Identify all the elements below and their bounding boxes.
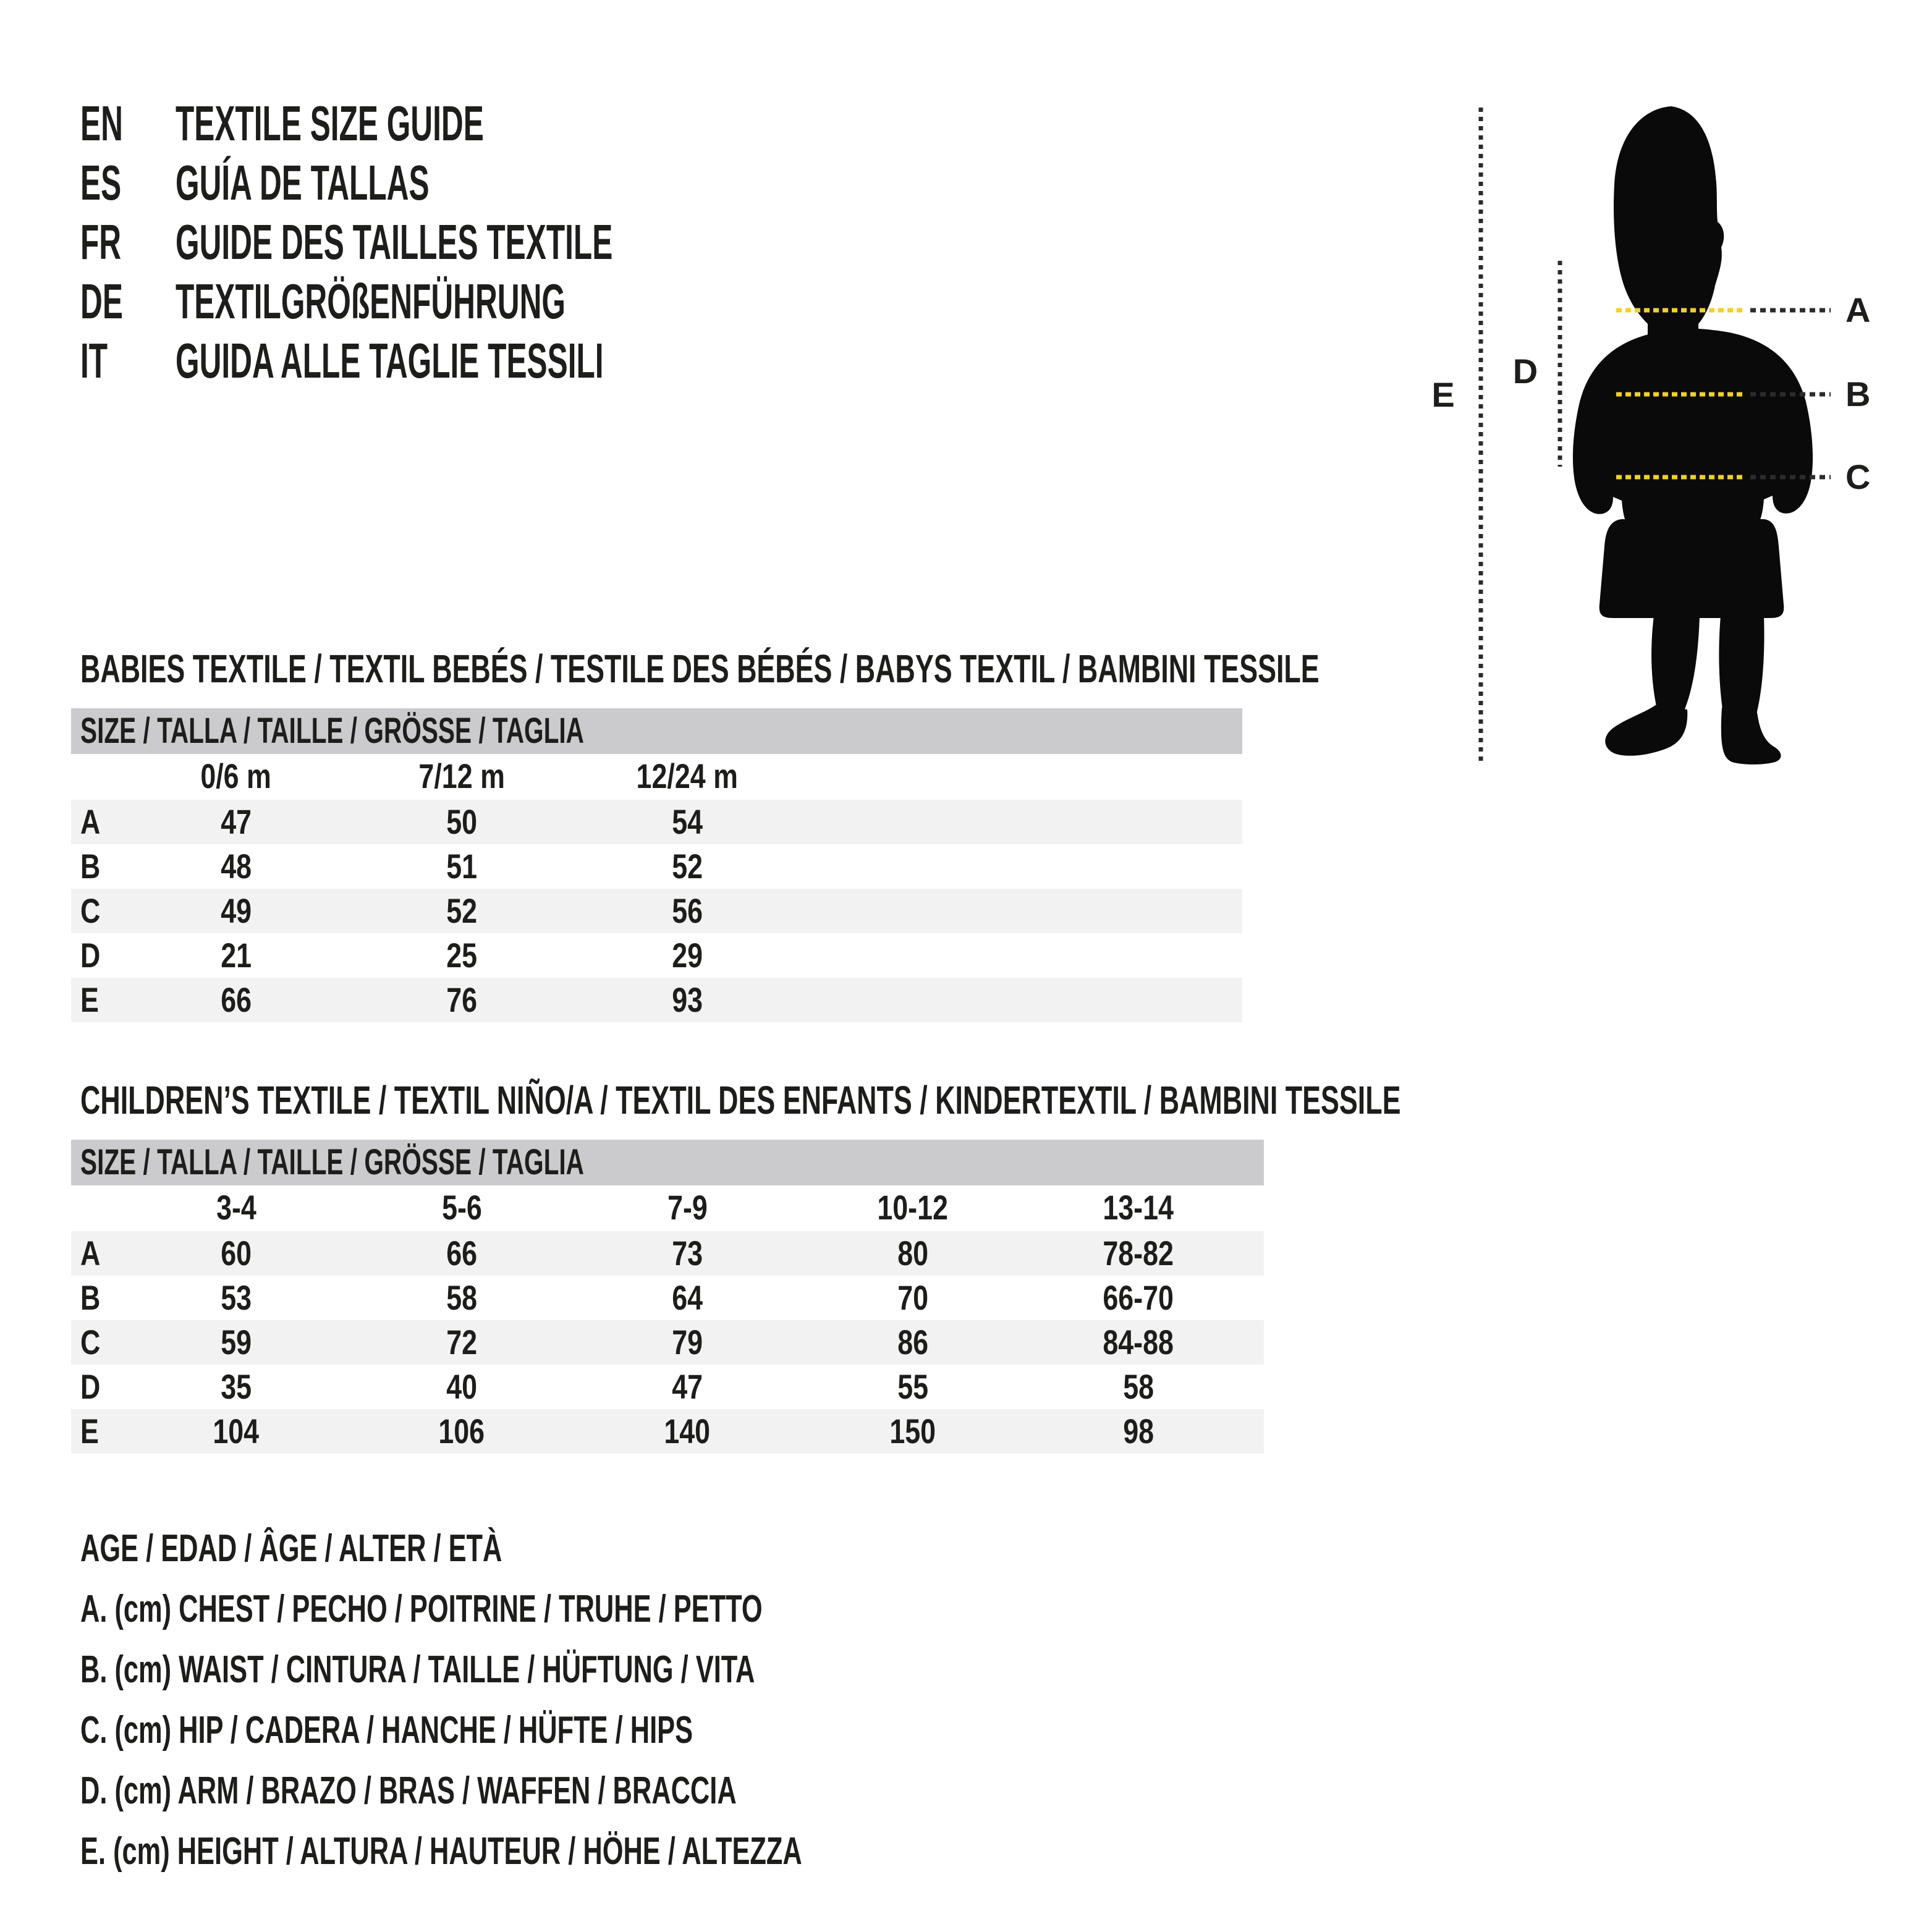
- table-row-c: [71, 889, 1242, 933]
- table-row-d: [71, 933, 1242, 978]
- legend-line-arm: D. (cm) ARM / BRAZO / BRAS / WAFFEN / BRACCIA: [80, 1769, 737, 1812]
- table-row-a: [71, 800, 1242, 844]
- language-code: FR: [80, 214, 122, 269]
- column-header: 7-9: [667, 1188, 708, 1227]
- table-row-d: [71, 1365, 1264, 1409]
- guide-title-fr: GUIDE DES TAILLES TEXTILE: [176, 214, 613, 269]
- cell-value: 29: [672, 936, 703, 975]
- row-label: B: [80, 1278, 101, 1317]
- table-row-b: [71, 844, 1242, 889]
- cell-value: 51: [446, 847, 477, 886]
- cell-value: 21: [221, 936, 252, 975]
- cell-value: 140: [664, 1412, 711, 1451]
- cell-value: 84-88: [1103, 1323, 1174, 1362]
- column-header: 10-12: [877, 1188, 949, 1227]
- column-header: 0/6 m: [200, 756, 272, 795]
- language-code: EN: [80, 96, 123, 151]
- guide-title-es: GUÍA DE TALLAS: [176, 155, 430, 210]
- guide-title-it: GUIDA ALLE TAGLIE TESSILI: [176, 333, 604, 388]
- cell-value: 52: [672, 847, 703, 886]
- cell-value: 72: [446, 1323, 477, 1362]
- cell-value: 64: [672, 1278, 703, 1317]
- cell-value: 66-70: [1103, 1278, 1174, 1317]
- table-row-a: [71, 1231, 1264, 1276]
- cell-value: 70: [897, 1278, 928, 1317]
- cell-value: 86: [897, 1323, 928, 1362]
- babies-size-table: [71, 708, 1242, 1022]
- legend-line-hip: C. (cm) HIP / CADERA / HANCHE / HÜFTE / HIPS: [80, 1709, 693, 1752]
- language-code: ES: [80, 155, 122, 210]
- babies-column-headers: [71, 754, 1242, 799]
- language-code: IT: [80, 333, 108, 388]
- cell-value: 98: [1123, 1412, 1154, 1451]
- legend-line-chest: A. (cm) CHEST / PECHO / POITRINE / TRUHE / PETTO: [80, 1588, 763, 1630]
- row-label: A: [80, 802, 101, 841]
- measure-label-a: A: [1845, 290, 1871, 329]
- cell-value: 48: [221, 847, 252, 886]
- guide-title-de: TEXTILGRÖßENFÜHRUNG: [176, 274, 566, 329]
- row-label: D: [80, 1367, 101, 1406]
- cell-value: 73: [672, 1234, 703, 1273]
- language-code: DE: [80, 274, 123, 329]
- measure-label-b: B: [1845, 375, 1871, 413]
- row-label: C: [80, 891, 101, 930]
- measure-label-e: E: [1431, 375, 1455, 414]
- legend-line-waist: B. (cm) WAIST / CINTURA / TAILLE / HÜFTUNG / VITA: [80, 1648, 755, 1691]
- row-label: B: [80, 847, 101, 886]
- table-row-e: [71, 978, 1242, 1022]
- cell-value: 78-82: [1103, 1234, 1174, 1273]
- cell-value: 40: [446, 1367, 477, 1406]
- table-row-e: [71, 1409, 1264, 1454]
- babies-size-header-bar: SIZE / TALLA / TAILLE / GRÖSSE / TAGLIA: [71, 708, 1242, 754]
- row-label: E: [80, 980, 99, 1019]
- babies-section-title: BABIES TEXTILE / TEXTIL BEBÉS / TESTILE DES BÉBÉS / BABYS TEXTIL / BAMBINI TESSILE: [80, 646, 1320, 691]
- column-header: 13-14: [1103, 1188, 1174, 1227]
- cell-value: 106: [438, 1412, 485, 1451]
- table-row-c: [71, 1320, 1264, 1365]
- cell-value: 76: [446, 980, 477, 1019]
- cell-value: 53: [221, 1278, 252, 1317]
- cell-value: 66: [446, 1234, 477, 1273]
- cell-value: 150: [889, 1412, 936, 1451]
- measure-label-d: D: [1512, 352, 1538, 391]
- cell-value: 25: [446, 936, 477, 975]
- cell-value: 60: [221, 1234, 252, 1273]
- children-size-header-bar: SIZE / TALLA / TAILLE / GRÖSSE / TAGLIA: [71, 1140, 1264, 1185]
- cell-value: 47: [672, 1367, 703, 1406]
- cell-value: 93: [672, 980, 703, 1019]
- row-label: C: [80, 1323, 101, 1362]
- cell-value: 58: [1123, 1367, 1154, 1406]
- column-header: 3-4: [216, 1188, 256, 1227]
- cell-value: 50: [446, 802, 477, 841]
- cell-value: 54: [672, 802, 703, 841]
- children-section-title: CHILDREN’S TEXTILE / TEXTIL NIÑO/A / TEXTIL DES ENFANTS / KINDERTEXTIL / BAMBINI TESSILE: [80, 1078, 1401, 1122]
- column-header: 7/12 m: [418, 756, 505, 795]
- cell-value: 104: [213, 1412, 260, 1451]
- measure-label-c: C: [1845, 457, 1871, 496]
- cell-value: 58: [446, 1278, 477, 1317]
- measurement-legend: [80, 1519, 1111, 1882]
- cell-value: 35: [221, 1367, 252, 1406]
- cell-value: 56: [672, 891, 703, 930]
- guide-title-en: TEXTILE SIZE GUIDE: [176, 96, 484, 151]
- column-header: 5-6: [441, 1188, 482, 1227]
- row-label: E: [80, 1412, 99, 1451]
- legend-line-height: E. (cm) HEIGHT / ALTURA / HAUTEUR / HÖHE / ALTEZZA: [80, 1830, 802, 1873]
- cell-value: 52: [446, 891, 477, 930]
- legend-line-age: AGE / EDAD / ÂGE / ALTER / ETÀ: [80, 1527, 502, 1570]
- cell-value: 55: [897, 1367, 928, 1406]
- cell-value: 49: [221, 891, 252, 930]
- row-label: A: [80, 1234, 101, 1273]
- cell-value: 79: [672, 1323, 703, 1362]
- children-column-headers: [71, 1185, 1264, 1230]
- cell-value: 80: [897, 1234, 928, 1273]
- cell-value: 47: [221, 802, 252, 841]
- row-label: D: [80, 936, 101, 975]
- column-header: 12/24 m: [636, 756, 739, 795]
- cell-value: 59: [221, 1323, 252, 1362]
- children-size-table: [71, 1140, 1264, 1454]
- table-row-b: [71, 1276, 1264, 1320]
- cell-value: 66: [221, 980, 252, 1019]
